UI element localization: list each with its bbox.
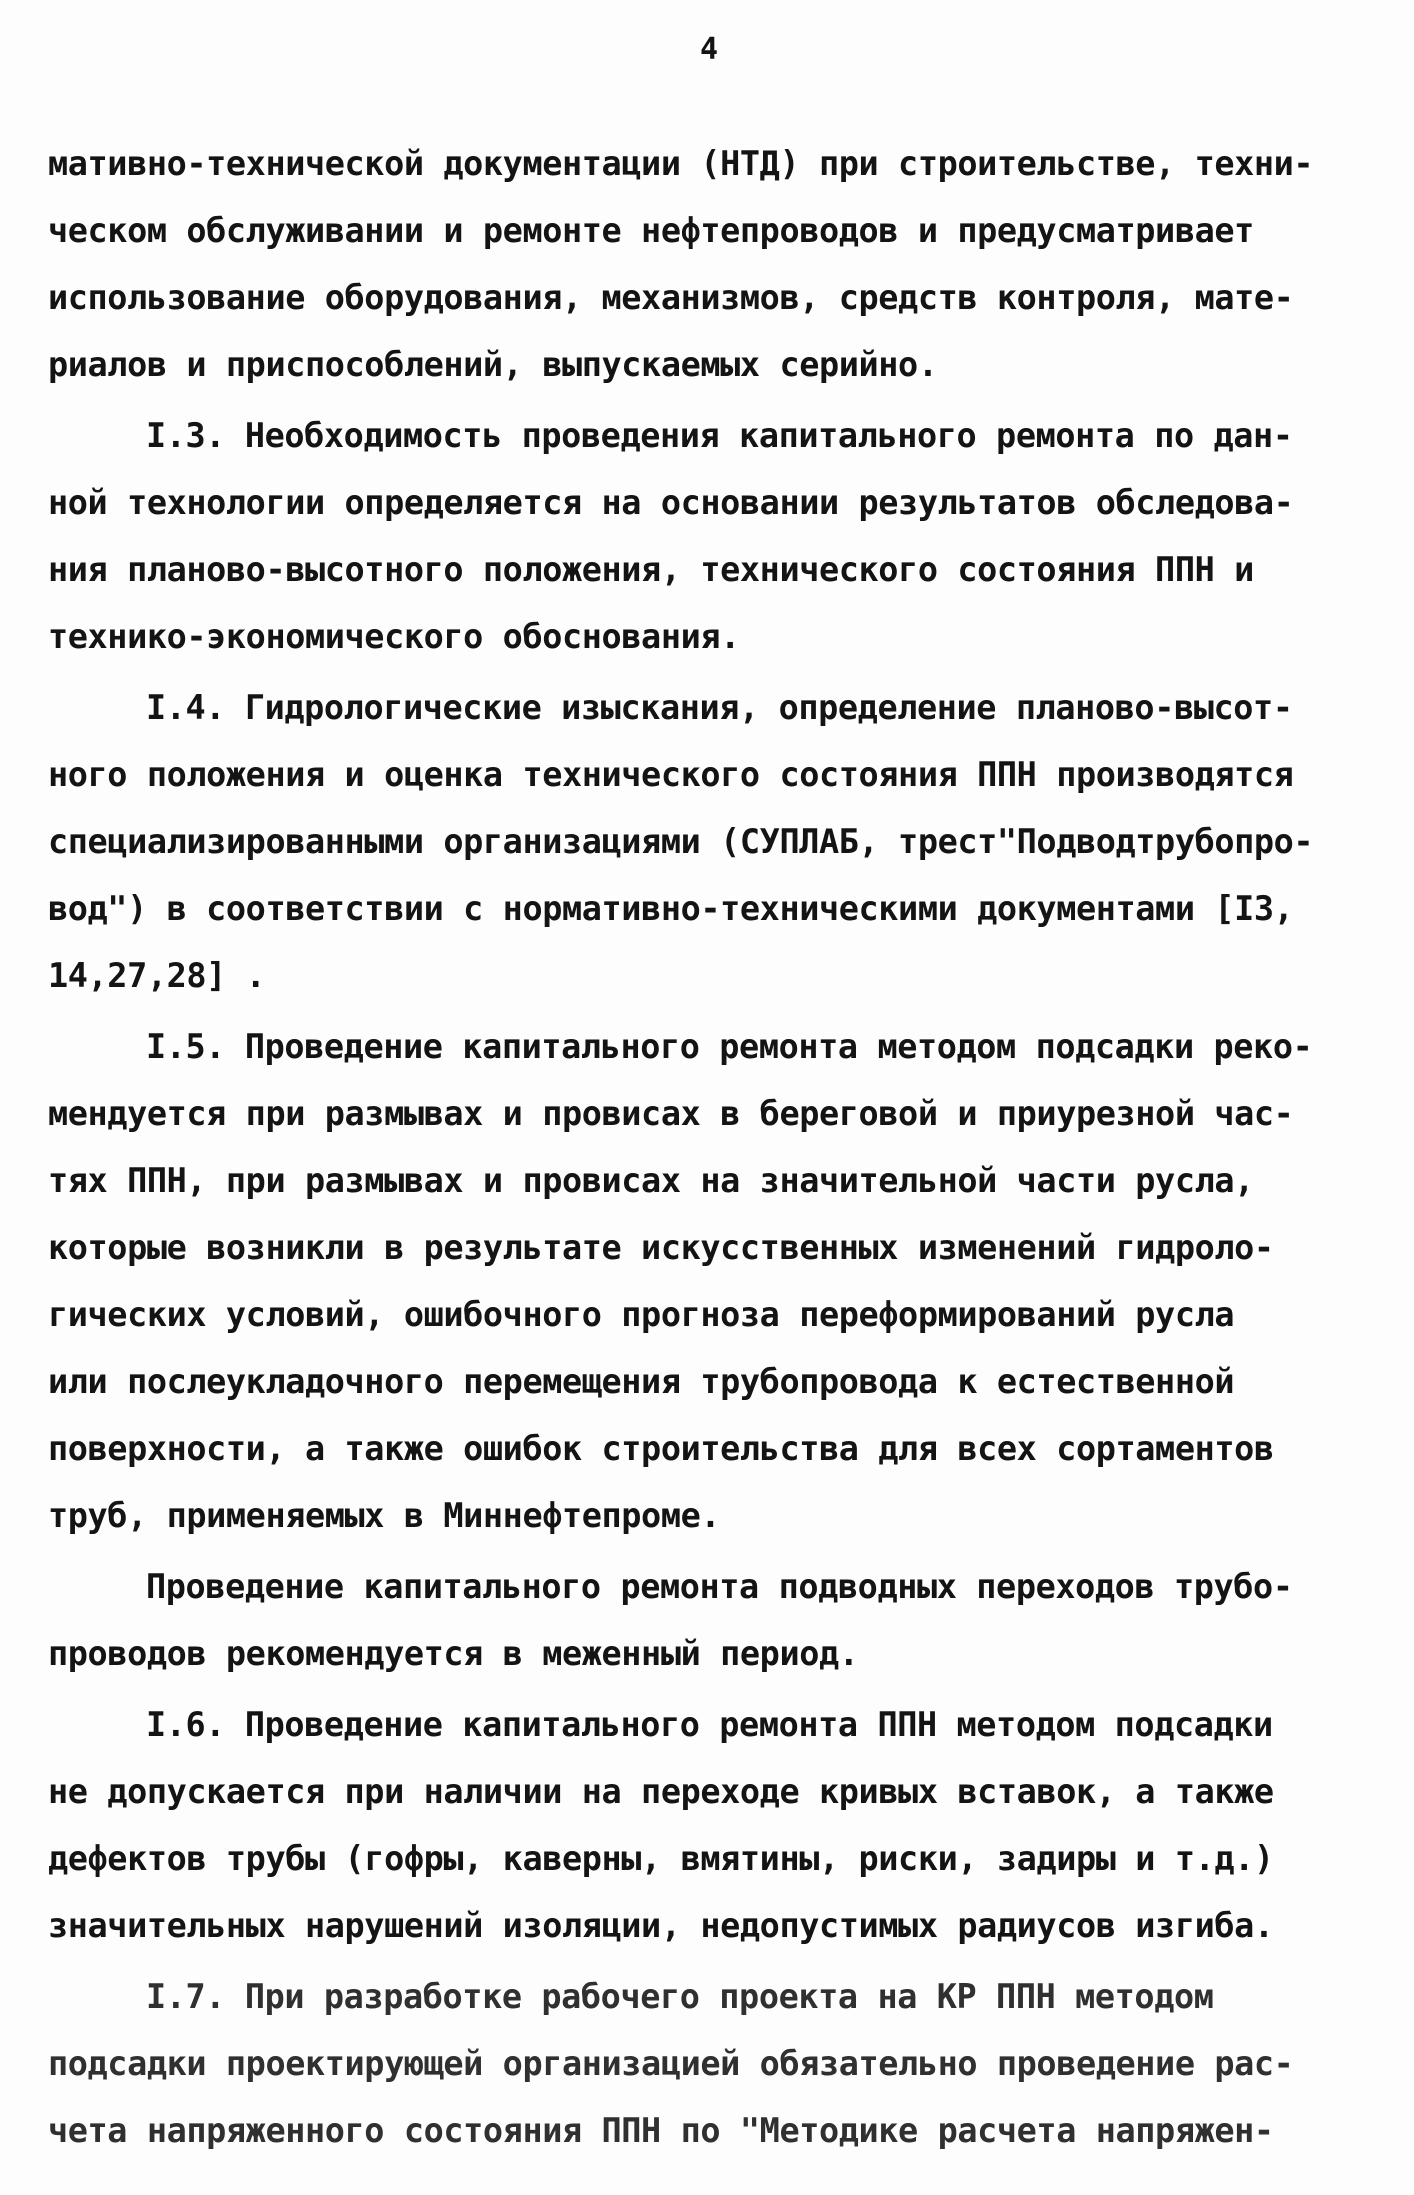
paragraph-1-5-start: I.5. Проведение капитального ремонта методом подсадки реко- xyxy=(146,1027,1313,1066)
text-line: 14,27,28] . xyxy=(48,956,266,995)
paragraph-1-4-start: I.4. Гидрологические изыскания, определение планово-высот- xyxy=(146,688,1293,727)
text-line: значительных нарушений изоляции, недопустимых радиусов изгиба. xyxy=(48,1906,1274,1945)
text-line: мативно-технической документации (НТД) при строительстве, техни- xyxy=(48,144,1314,183)
text-line: гических условий, ошибочного прогноза переформирований русла xyxy=(48,1295,1235,1334)
document-body xyxy=(48,130,1348,2164)
text-line: поверхности, а также ошибок строительства для всех сортаментов xyxy=(48,1429,1274,1468)
text-line: риалов и приспособлений, выпускаемых серийно. xyxy=(48,345,938,384)
text-line: чета напряженного состояния ППН по "Методике расчета напряжен- xyxy=(48,2111,1274,2150)
text-line: технико-экономического обоснования. xyxy=(48,617,740,656)
text-line: которые возникли в результате искусственных изменений гидроло- xyxy=(48,1228,1274,1267)
text-line: специализированными организациями (СУПЛАБ, трест"Подводтрубопро- xyxy=(48,822,1314,861)
text-line: не допускается при наличии на переходе кривых вставок, а также xyxy=(48,1772,1274,1811)
page-number: 4 xyxy=(700,32,719,67)
text-line: дефектов трубы (гофры, каверны, вмятины, риски, задиры и т.д.) xyxy=(48,1839,1274,1878)
text-line: вод") в соответствии с нормативно-техническими документами [I3, xyxy=(48,889,1294,928)
text-line: или послеукладочного перемещения трубопровода к естественной xyxy=(48,1362,1235,1401)
text-line: ного положения и оценка технического состояния ППН производятся xyxy=(48,755,1294,794)
text-line: использование оборудования, механизмов, средств контроля, мате- xyxy=(48,278,1294,317)
text-line: мендуется при размывах и провисах в береговой и приурезной час- xyxy=(48,1094,1294,1133)
paragraph-1-6-start: I.6. Проведение капитального ремонта ППН методом подсадки xyxy=(146,1705,1273,1744)
paragraph-1-3-start: I.3. Необходимость проведения капитального ремонта по дан- xyxy=(146,416,1293,455)
text-line: ной технологии определяется на основании результатов обследова- xyxy=(48,483,1294,522)
text-line: труб, применяемых в Миннефтепроме. xyxy=(48,1496,721,1535)
text-line: тях ППН, при размывах и провисах на значительной части русла, xyxy=(48,1161,1254,1200)
text-line: проводов рекомендуется в меженный период. xyxy=(48,1634,859,1673)
paragraph-start: Проведение капитального ремонта подводных переходов трубо- xyxy=(146,1567,1293,1606)
text-line: ния планово-высотного положения, технического состояния ППН и xyxy=(48,550,1254,589)
paragraph-1-7-start: I.7. При разработке рабочего проекта на КР ППН методом xyxy=(146,1977,1214,2016)
text-line: ческом обслуживании и ремонте нефтепроводов и предусматривает xyxy=(48,211,1254,250)
text-line: подсадки проектирующей организацией обязательно проведение рас- xyxy=(48,2044,1294,2083)
